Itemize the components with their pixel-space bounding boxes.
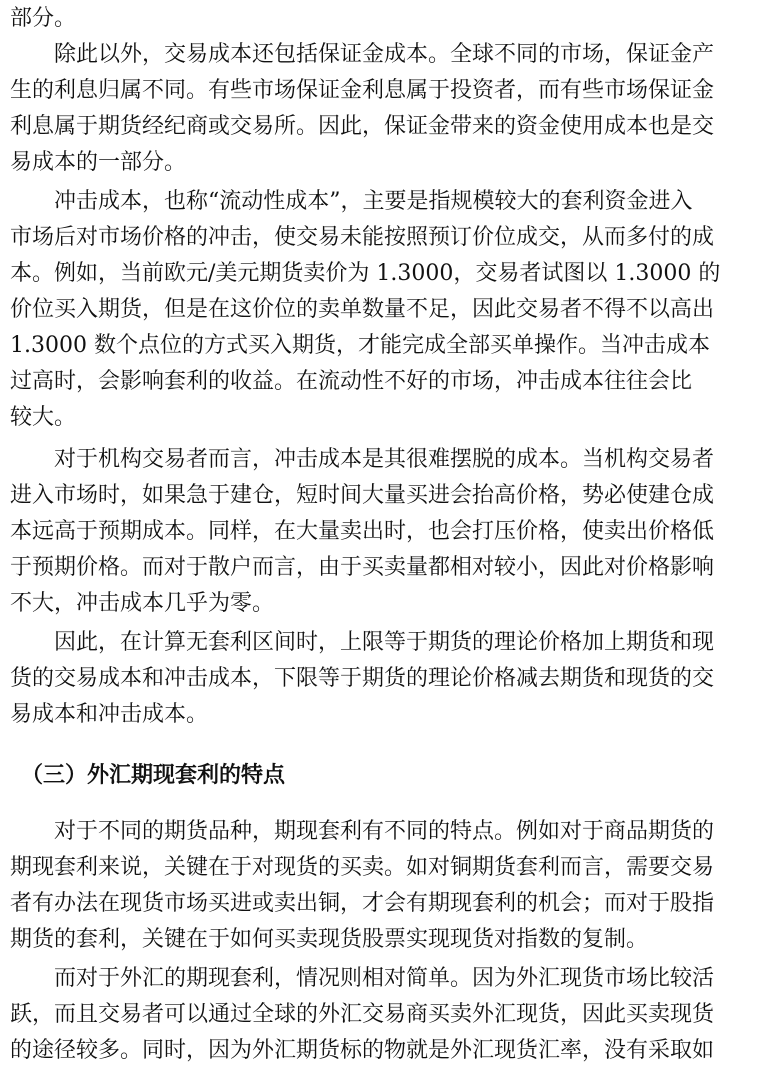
text-line: 而对于外汇的期现套利，情况则相对简单。因为外汇现货市场比较活 [10,966,715,991]
text-line: 期货的套利，关键在于如何买卖现货股票实现现货对指数的复制。 [10,927,649,952]
text-line: 不大，冲击成本几乎为零。 [10,591,275,616]
text-line: 部分。 [10,6,77,31]
text-line: 生的利息归属不同。有些市场保证金利息属于投资者，而有些市场保证金 [10,78,715,103]
text-line: 因此，在计算无套利区间时，上限等于期货的理论价格加上期货和现 [10,630,715,655]
text-line: 于预期价格。而对于散户而言，由于买卖量都相对较小，因此对价格影响 [10,555,715,580]
text-line: 冲击成本，也称“流动性成本”，主要是指规模较大的套利资金进入 [10,189,693,214]
text-line: 者有办法在现货市场买进或卖出铜，才会有期现套利的机会；而对于股指 [10,891,715,916]
text-line: 进入市场时，如果急于建仓，短时间大量买进会抬高价格，势必使建仓成 [10,483,715,508]
text-line: 较大。 [10,405,77,430]
text-line: 货的交易成本和冲击成本，下限等于期货的理论价格减去期货和现货的交 [10,666,715,691]
text-line: 期现套利来说，关键在于对现货的买卖。如对铜期货套利而言，需要交易 [10,855,715,880]
text-line: 利息属于期货经纪商或交易所。因此，保证金带来的资金使用成本也是交 [10,114,715,139]
section-heading: （三）外汇期现套利的特点 [10,763,286,788]
text-line: 易成本的一部分。 [10,150,187,175]
text-line: 对于不同的期货品种，期现套利有不同的特点。例如对于商品期货的 [10,819,715,844]
text-line: 对于机构交易者而言，冲击成本是其很难摆脱的成本。当机构交易者 [10,447,715,472]
text-line: 本远高于预期成本。同样，在大量卖出时，也会打压价格，使卖出价格低 [10,519,715,544]
text-line: 市场后对市场价格的冲击，使交易未能按照预订价位成交，从而多付的成 [10,225,715,250]
text-line: 1.3000 数个点位的方式买入期货，才能完成全部买单操作。当冲击成本 [10,333,710,358]
text-line: 除此以外，交易成本还包括保证金成本。全球不同的市场，保证金产 [10,42,715,67]
text-line: 价位买入期货，但是在这价位的卖单数量不足，因此交易者不得不以高出 [10,297,715,322]
text-line: 过高时，会影响套利的收益。在流动性不好的市场，冲击成本往往会比 [10,369,693,394]
text-line: 本。例如，当前欧元/美元期货卖价为 1.3000，交易者试图以 1.3000 的 [10,261,721,286]
text-line: 跃，而且交易者可以通过全球的外汇交易商买卖外汇现货，因此买卖现货 [10,1002,715,1027]
text-line: 易成本和冲击成本。 [10,702,209,727]
text-line: 的途径较多。同时，因为外汇期货标的物就是外汇现货汇率，没有采取如 [10,1038,715,1063]
